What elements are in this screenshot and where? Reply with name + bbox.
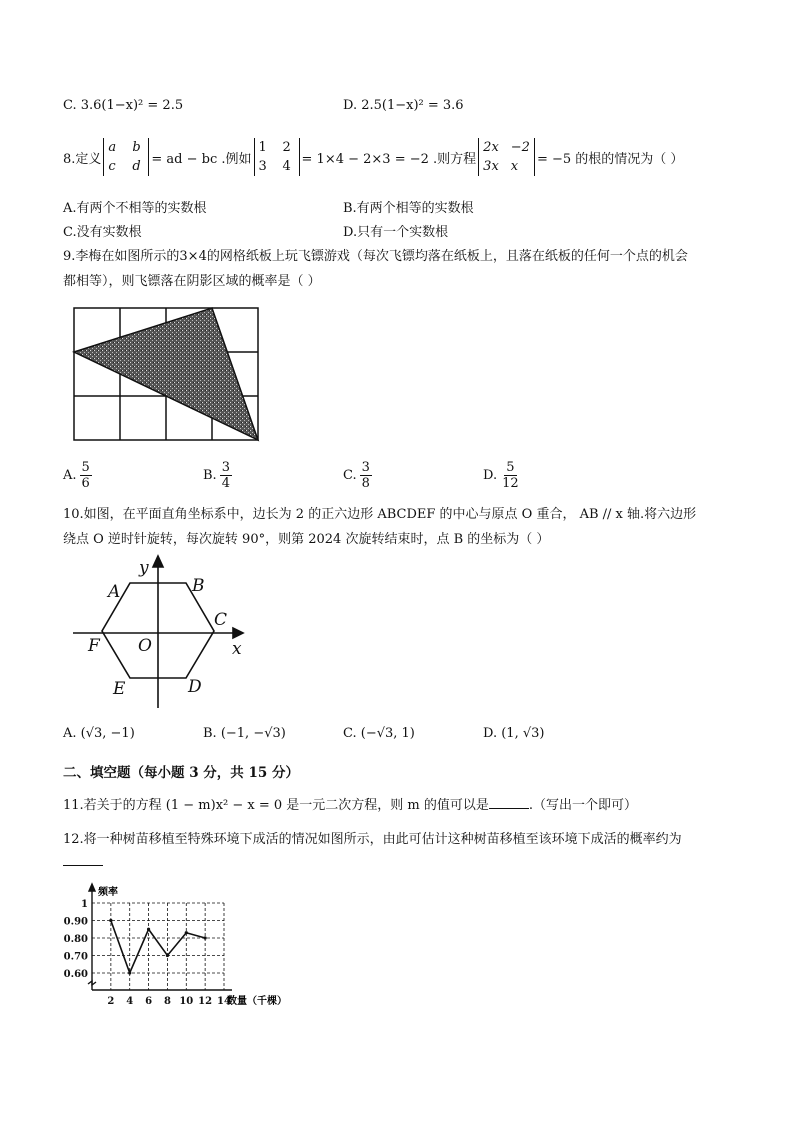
q8-stem xyxy=(63,138,683,176)
q9-option-d: D. $\frac{5}{12}$ xyxy=(483,460,519,491)
q8-matrix-def: a b c d xyxy=(103,138,149,176)
y-axis-arrow xyxy=(89,884,95,891)
y-tick-0.60: 0.60 xyxy=(63,969,88,980)
q8-eq1: = ad − bc .例如 xyxy=(151,151,252,167)
y-axis-arrow xyxy=(153,556,163,567)
series-line xyxy=(111,921,205,974)
label-y: y xyxy=(139,558,149,578)
x-axis-label: 数量（千棵） xyxy=(227,996,287,1007)
x-tick-6: 6 xyxy=(145,996,153,1007)
q8-option-d: D.只有一个实数根 xyxy=(343,225,449,240)
x-tick-12: 12 xyxy=(198,996,213,1007)
label-f: F xyxy=(88,636,100,656)
q8-eq3: = −5 的根的情况为（ ） xyxy=(536,151,684,167)
data-point-12 xyxy=(204,936,207,939)
q9-option-c: C. $\frac{3}{8}$ xyxy=(343,460,370,491)
q9-grid-figure xyxy=(70,302,265,452)
data-point-6 xyxy=(147,928,150,931)
q10-hexagon-figure xyxy=(68,553,268,713)
q10-line2: 绕点 O 逆时针旋转，每次旋转 90°，则第 2024 次旋转结束时，点 B 的坐标为（ ） xyxy=(63,532,550,547)
x-axis-arrow xyxy=(233,628,243,638)
q8-matrix-example: 1 2 3 4 xyxy=(254,138,300,176)
q8-option-c: C.没有实数根 xyxy=(63,225,142,240)
q10-line1: 10.如图，在平面直角坐标系中，边长为 2 的正六边形 ABCDEF 的中心与原点 O 重合， AB // x 轴.将六边形 xyxy=(63,507,697,522)
y-tick-0.90: 0.90 xyxy=(63,916,88,928)
label-b: B xyxy=(192,576,205,596)
y-tick-0.80: 0.80 xyxy=(63,934,88,945)
label-d: D xyxy=(188,677,202,697)
q12-line1: 12.将一种树苗移植至特殊环境下成活的情况如图所示，由此可估计这种树苗移植至该环境下成活的概率约为 xyxy=(63,832,682,847)
label-x: x xyxy=(232,639,242,659)
q9-line1: 9.李梅在如图所示的3×4的网格纸板上玩飞镖游戏（每次飞镖均落在纸板上，且落在纸板的任何一个点的机会 xyxy=(63,249,688,264)
q12-blank xyxy=(63,853,103,870)
q8-option-b: B.有两个相等的实数根 xyxy=(343,201,474,216)
q11-blank xyxy=(489,796,529,809)
q10-option-c: C. (−√3, 1) xyxy=(343,726,415,741)
axis-break xyxy=(88,981,96,985)
data-point-2 xyxy=(109,919,112,922)
x-tick-10: 10 xyxy=(179,996,194,1007)
q11: 11.若关于的方程 (1 − m)x² − x = 0 是一元二次方程，则 m 的值可以是 .（写出一个即可） xyxy=(63,798,638,813)
q10-option-b: B. (−1, −√3) xyxy=(203,726,286,741)
q8-eq2: = 1×4 − 2×3 = −2 .则方程 xyxy=(301,151,477,167)
q7-option-c: C. 3.6(1−x)² = 2.5 xyxy=(63,98,184,113)
q8-option-a: A.有两个不相等的实数根 xyxy=(63,201,207,216)
q9-option-a: A. $\frac{5}{6}$ xyxy=(63,460,90,491)
x-tick-14: 14 xyxy=(217,996,231,1007)
x-tick-2: 2 xyxy=(107,996,115,1007)
q12-frequency-chart xyxy=(60,880,310,1015)
x-tick-8: 8 xyxy=(163,996,171,1007)
y-axis-label: 频率 xyxy=(98,887,118,898)
label-o: O xyxy=(138,636,152,656)
y-tick-0.70: 0.70 xyxy=(63,951,88,963)
q9-option-b: B. $\frac{3}{4}$ xyxy=(203,460,230,491)
q10-option-d: D. (1, √3) xyxy=(483,726,545,741)
y-tick-1: 1 xyxy=(81,899,88,910)
q10-option-a: A. (√3, −1) xyxy=(63,726,135,741)
data-point-8 xyxy=(166,954,169,957)
label-a: A xyxy=(108,582,121,602)
q7-option-d: D. 2.5(1−x)² = 3.6 xyxy=(343,98,464,113)
q8-matrix-equation: 2x −2 3x x xyxy=(478,138,535,176)
data-point-4 xyxy=(128,971,131,974)
q9-line2: 都相等），则飞镖落在阴影区域的概率是（ ） xyxy=(63,274,321,289)
q8-prefix: 8.定义 xyxy=(63,151,102,167)
label-e: E xyxy=(113,679,126,699)
x-tick-4: 4 xyxy=(126,996,134,1007)
data-point-10 xyxy=(185,931,188,934)
label-c: C xyxy=(214,610,228,630)
section-heading: 二、填空题（每小题 3 分，共 15 分） xyxy=(63,765,299,781)
